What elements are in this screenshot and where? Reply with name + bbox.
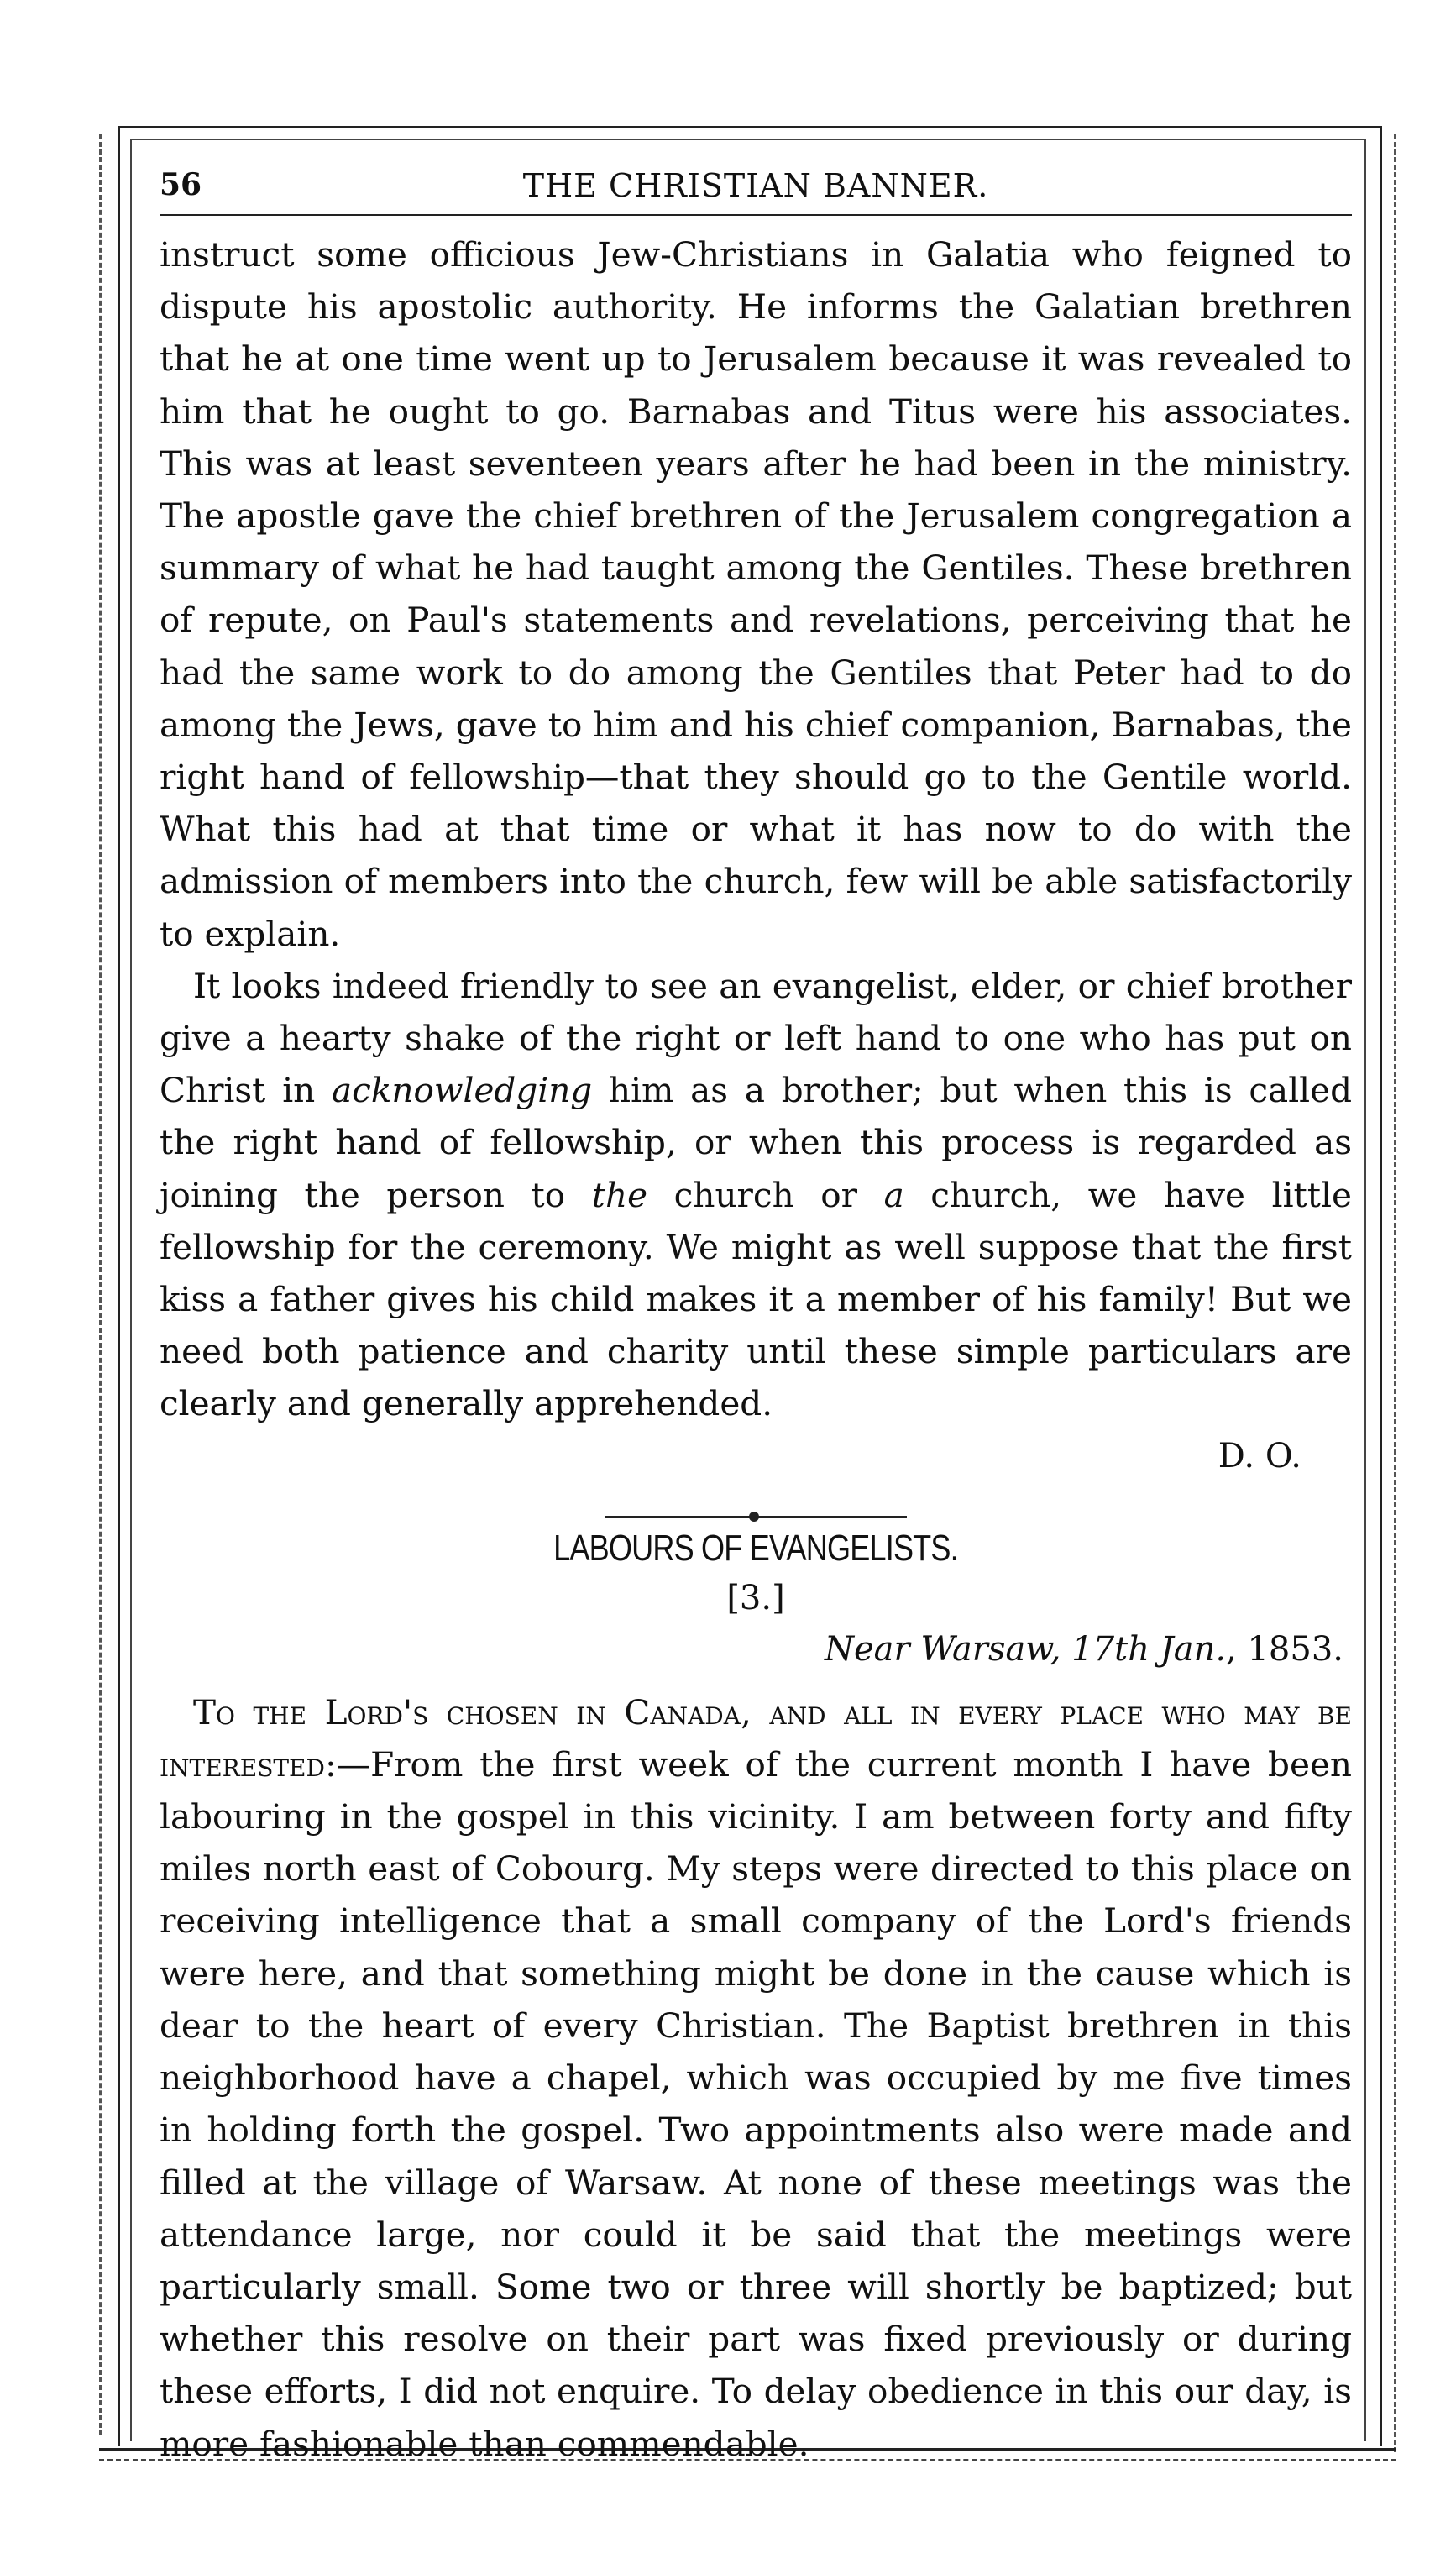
article1-paragraph2 bbox=[160, 960, 1352, 1430]
paragraph2-italic-1: acknowledging bbox=[331, 1070, 593, 1111]
right-margin-rule bbox=[1394, 134, 1396, 2452]
article2-number: [3.] bbox=[726, 1578, 785, 1617]
article2-body bbox=[160, 1686, 1352, 2470]
article1-signature: D. O. bbox=[1218, 1436, 1301, 1476]
page-number: 56 bbox=[160, 167, 202, 202]
article1-paragraph1: instruct some officious Jew-Christians in Galatia who feigned to dispute his apostolic authority. He informs the Galatian brethren that he at one time went up to Jerusalem because it was revealed to him that he ought to go. Barnabas and Titus were his associates. This was at least seventeen years after he had been in the ministry. The apostle gave the chief brethren of the Jerusalem congregation a summary of what he had taught among the Gentiles. These brethren of repute, on Paul's statements and revelations, perceiving that he had the same work to do among the Gentiles that Peter had to do among the Jews, gave to him and his chief companion, Barnabas, the right hand of fellowship—that they should go to the Gentile world. What this had at that time or what it has now to do with the admission of members into the church, few will be able satisfactorily to explain. bbox=[160, 234, 1352, 954]
article2-title: LABOURS OF EVANGELISTS. bbox=[553, 1527, 958, 1569]
section-divider bbox=[605, 1516, 907, 1518]
paragraph2-text-4: church, we have little fellowship for the ceremony. We might as well suppose that the first kiss a father gives his child makes it a member of his family! But we need both patience and charity until these simple particulars are clearly and generally apprehended. bbox=[160, 1174, 1352, 1424]
article2-body-text: —From the first week of the current month I have been labouring in the gospel in this vicinity. I am between forty and fifty miles north east of Cobourg. My steps were directed to this place on receiving intelligence that a small company of the Lord's friends were here, and that something might be done in the cause which is dear to the heart of every Christian. The Baptist brethren in this neighborhood have a chapel, which was occupied by me five times in holding forth the gospel. Two appointments also were made and filled at the village of Warsaw. At none of these meetings was the attendance large, nor could it be said that the meetings were particularly small. Some two or three will shortly be baptized; but whether this resolve on their part was fixed previously or during these efforts, I did not enquire. To delay obedience in this our day, is more fashionable than commendable. bbox=[160, 1743, 1352, 2464]
paragraph2-text-3: church or bbox=[647, 1174, 884, 1215]
dateline-place: Near Warsaw, bbox=[824, 1629, 1061, 1669]
dateline-day: 17th Jan. bbox=[1061, 1629, 1227, 1669]
left-margin-rule bbox=[99, 134, 102, 2435]
page-header bbox=[160, 164, 1352, 216]
article2-salutation: To the Lord's chosen in Canada, and all in every place who may be interested: bbox=[160, 1691, 1352, 1785]
dateline-year: , 1853. bbox=[1226, 1629, 1343, 1669]
paragraph2-italic-2: the bbox=[591, 1174, 648, 1215]
article2-dateline bbox=[160, 1622, 1343, 1676]
page-content bbox=[160, 228, 1352, 2470]
paragraph2-text-1: It looks indeed friendly to see an evangelist, elder, or chief brother give a hearty shake of the right or left hand to one who has put on Christ in bbox=[160, 965, 1352, 1111]
paragraph2-text-2: him as a brother; but when this is called the right hand of fellowship, or when this process is regarded as joining the person to bbox=[160, 1070, 1352, 1215]
running-head: THE CHRISTIAN BANNER. bbox=[522, 167, 989, 204]
paragraph2-italic-3: a bbox=[883, 1174, 904, 1215]
